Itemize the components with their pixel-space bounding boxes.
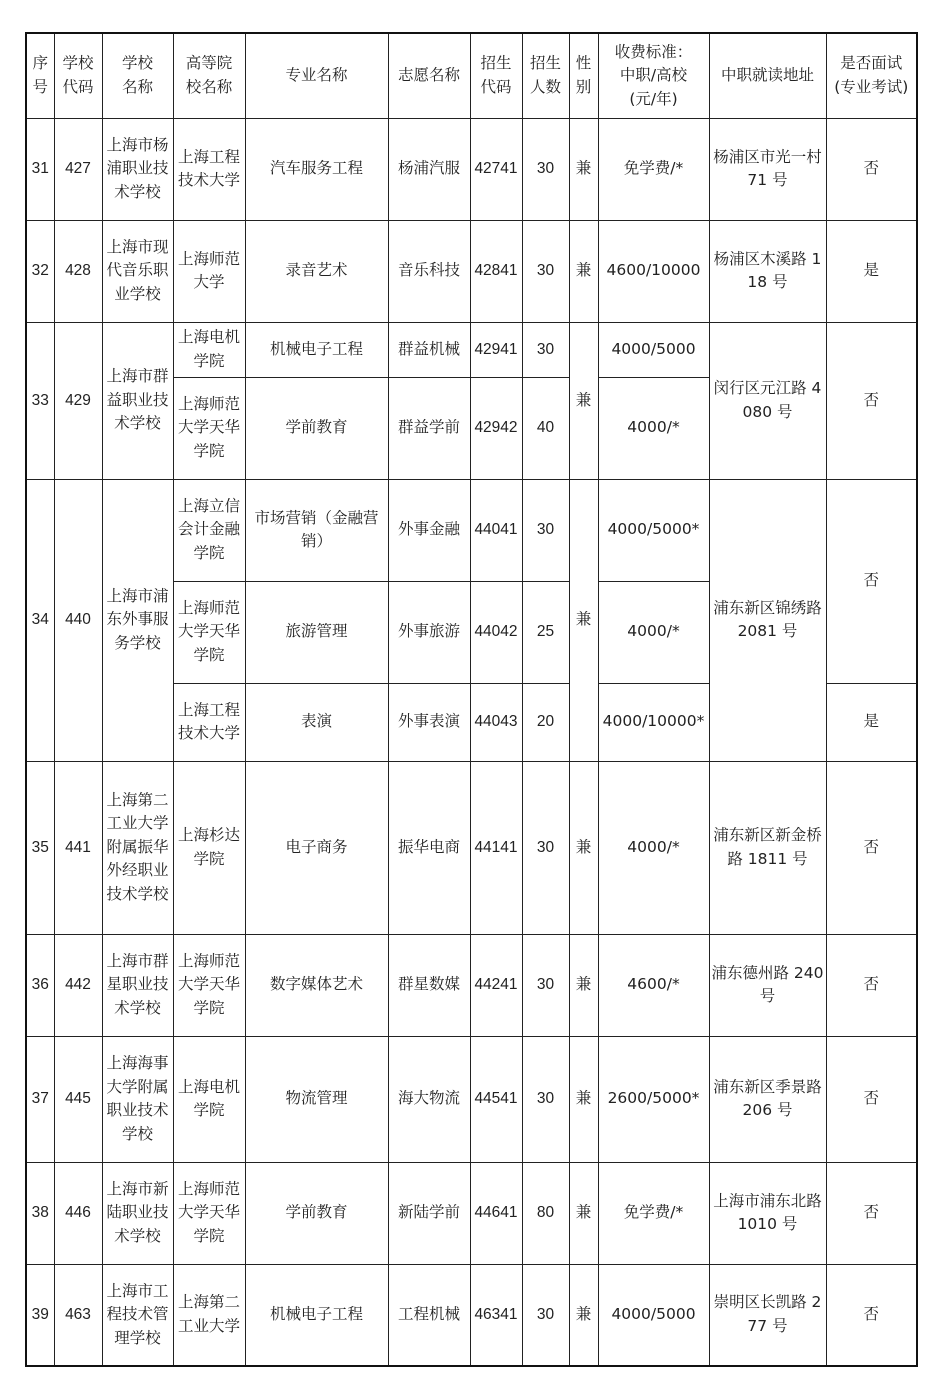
wish-name: 群益学前 [388,377,470,479]
school-name: 上海海事大学附属职业技术学校 [102,1036,173,1162]
major-name: 物流管理 [245,1036,388,1162]
major-name: 机械电子工程 [245,1264,388,1366]
wish-name: 群星数媒 [388,934,470,1036]
enroll-count: 30 [522,934,569,1036]
enroll-count: 30 [522,118,569,220]
table-row [26,1162,917,1264]
header-wish: 志愿名称 [388,33,470,118]
wish-name: 海大物流 [388,1036,470,1162]
wish-name: 群益机械 [388,322,470,377]
wish-name: 音乐科技 [388,220,470,322]
enroll-count: 40 [522,377,569,479]
major-name: 电子商务 [245,761,388,934]
school-name: 上海市工程技术管理学校 [102,1264,173,1366]
address: 杨浦区市光一村 71 号 [709,118,826,220]
college-name: 上海师范大学天华学院 [173,1162,245,1264]
fee: 4000/* [598,581,709,683]
address: 闵行区元江路 4080 号 [709,322,826,479]
school-code: 463 [54,1264,102,1366]
college-name: 上海电机学院 [173,1036,245,1162]
interview: 否 [826,1036,917,1162]
enroll-count: 80 [522,1162,569,1264]
school-code: 427 [54,118,102,220]
school-name: 上海市杨浦职业技术学校 [102,118,173,220]
gender: 兼 [569,934,598,1036]
enroll-code: 42941 [470,322,522,377]
enroll-code: 44141 [470,761,522,934]
gender: 兼 [569,1036,598,1162]
address: 浦东新区锦绣路 2081 号 [709,479,826,761]
table-row [26,761,917,934]
school-name: 上海市现代音乐职业学校 [102,220,173,322]
enroll-code: 44043 [470,683,522,761]
header-enroll-code: 招生 代码 [470,33,522,118]
enroll-count: 30 [522,220,569,322]
college-name: 上海师范大学天华学院 [173,934,245,1036]
college-name: 上海师范大学天华学院 [173,581,245,683]
header-no: 序 号 [26,33,54,118]
row-no: 37 [26,1036,54,1162]
table-row [26,1264,917,1366]
fee: 4000/* [598,377,709,479]
enroll-count: 30 [522,1264,569,1366]
header-major: 专业名称 [245,33,388,118]
header-fee: 收费标准： 中职/高校 (元/年) [598,33,709,118]
enroll-code: 42841 [470,220,522,322]
header-gender: 性 别 [569,33,598,118]
header-school-name: 学校 名称 [102,33,173,118]
major-name: 机械电子工程 [245,322,388,377]
interview: 否 [826,761,917,934]
major-name: 市场营销（金融营销） [245,479,388,581]
header-address: 中职就读地址 [709,33,826,118]
address: 浦东德州路 240 号 [709,934,826,1036]
header-row [26,33,917,118]
fee: 4000/5000* [598,479,709,581]
row-no: 31 [26,118,54,220]
wish-name: 外事旅游 [388,581,470,683]
major-name: 学前教育 [245,377,388,479]
enroll-code: 44041 [470,479,522,581]
school-name: 上海第二工业大学附属振华外经职业技术学校 [102,761,173,934]
header-interview: 是否面试 (专业考试) [826,33,917,118]
fee: 免学费/* [598,118,709,220]
gender: 兼 [569,322,598,479]
enroll-code: 44042 [470,581,522,683]
college-name: 上海工程技术大学 [173,683,245,761]
enroll-count: 30 [522,479,569,581]
school-code: 429 [54,322,102,479]
address: 浦东新区新金桥路 1811 号 [709,761,826,934]
address: 崇明区长凯路 277 号 [709,1264,826,1366]
enroll-code: 44641 [470,1162,522,1264]
fee: 4000/* [598,761,709,934]
address: 上海市浦东北路 1010 号 [709,1162,826,1264]
table-row [26,1036,917,1162]
gender: 兼 [569,479,598,761]
major-name: 数字媒体艺术 [245,934,388,1036]
wish-name: 振华电商 [388,761,470,934]
enroll-count: 30 [522,1036,569,1162]
enroll-code: 44241 [470,934,522,1036]
interview: 是 [826,220,917,322]
college-name: 上海师范大学 [173,220,245,322]
table-row [26,322,917,377]
interview: 否 [826,118,917,220]
school-code: 441 [54,761,102,934]
interview: 否 [826,1162,917,1264]
school-name: 上海市新陆职业技术学校 [102,1162,173,1264]
enroll-count: 20 [522,683,569,761]
college-name: 上海师范大学天华学院 [173,377,245,479]
wish-name: 外事表演 [388,683,470,761]
major-name: 表演 [245,683,388,761]
wish-name: 工程机械 [388,1264,470,1366]
enroll-count: 25 [522,581,569,683]
row-no: 35 [26,761,54,934]
wish-name: 外事金融 [388,479,470,581]
header-school-code: 学校 代码 [54,33,102,118]
interview: 否 [826,1264,917,1366]
enroll-code: 46341 [470,1264,522,1366]
row-no: 33 [26,322,54,479]
school-name: 上海市群益职业技术学校 [102,322,173,479]
major-name: 录音艺术 [245,220,388,322]
table-row [26,934,917,1036]
admission-table [25,32,918,1367]
address: 杨浦区木溪路 118 号 [709,220,826,322]
wish-name: 新陆学前 [388,1162,470,1264]
gender: 兼 [569,1264,598,1366]
college-name: 上海立信会计金融学院 [173,479,245,581]
interview: 否 [826,322,917,479]
school-code: 442 [54,934,102,1036]
school-code: 445 [54,1036,102,1162]
school-code: 440 [54,479,102,761]
row-no: 32 [26,220,54,322]
row-no: 39 [26,1264,54,1366]
enroll-code: 44541 [470,1036,522,1162]
school-code: 428 [54,220,102,322]
college-name: 上海杉达学院 [173,761,245,934]
table-row [26,479,917,581]
interview: 是 [826,683,917,761]
row-no: 34 [26,479,54,761]
enroll-code: 42741 [470,118,522,220]
enroll-code: 42942 [470,377,522,479]
fee: 4600/* [598,934,709,1036]
school-name: 上海市浦东外事服务学校 [102,479,173,761]
interview: 否 [826,479,917,683]
interview: 否 [826,934,917,1036]
fee: 4000/5000 [598,322,709,377]
row-no: 36 [26,934,54,1036]
fee: 2600/5000* [598,1036,709,1162]
fee: 免学费/* [598,1162,709,1264]
school-name: 上海市群星职业技术学校 [102,934,173,1036]
gender: 兼 [569,118,598,220]
enroll-count: 30 [522,322,569,377]
college-name: 上海电机学院 [173,322,245,377]
row-no: 38 [26,1162,54,1264]
fee: 4000/5000 [598,1264,709,1366]
gender: 兼 [569,220,598,322]
gender: 兼 [569,1162,598,1264]
school-code: 446 [54,1162,102,1264]
table-row [26,118,917,220]
fee: 4000/10000* [598,683,709,761]
table-row [26,220,917,322]
major-name: 旅游管理 [245,581,388,683]
major-name: 汽车服务工程 [245,118,388,220]
fee: 4600/10000 [598,220,709,322]
college-name: 上海工程技术大学 [173,118,245,220]
address: 浦东新区季景路 206 号 [709,1036,826,1162]
header-college-name: 高等院 校名称 [173,33,245,118]
enroll-count: 30 [522,761,569,934]
wish-name: 杨浦汽服 [388,118,470,220]
major-name: 学前教育 [245,1162,388,1264]
header-count: 招生 人数 [522,33,569,118]
gender: 兼 [569,761,598,934]
college-name: 上海第二工业大学 [173,1264,245,1366]
